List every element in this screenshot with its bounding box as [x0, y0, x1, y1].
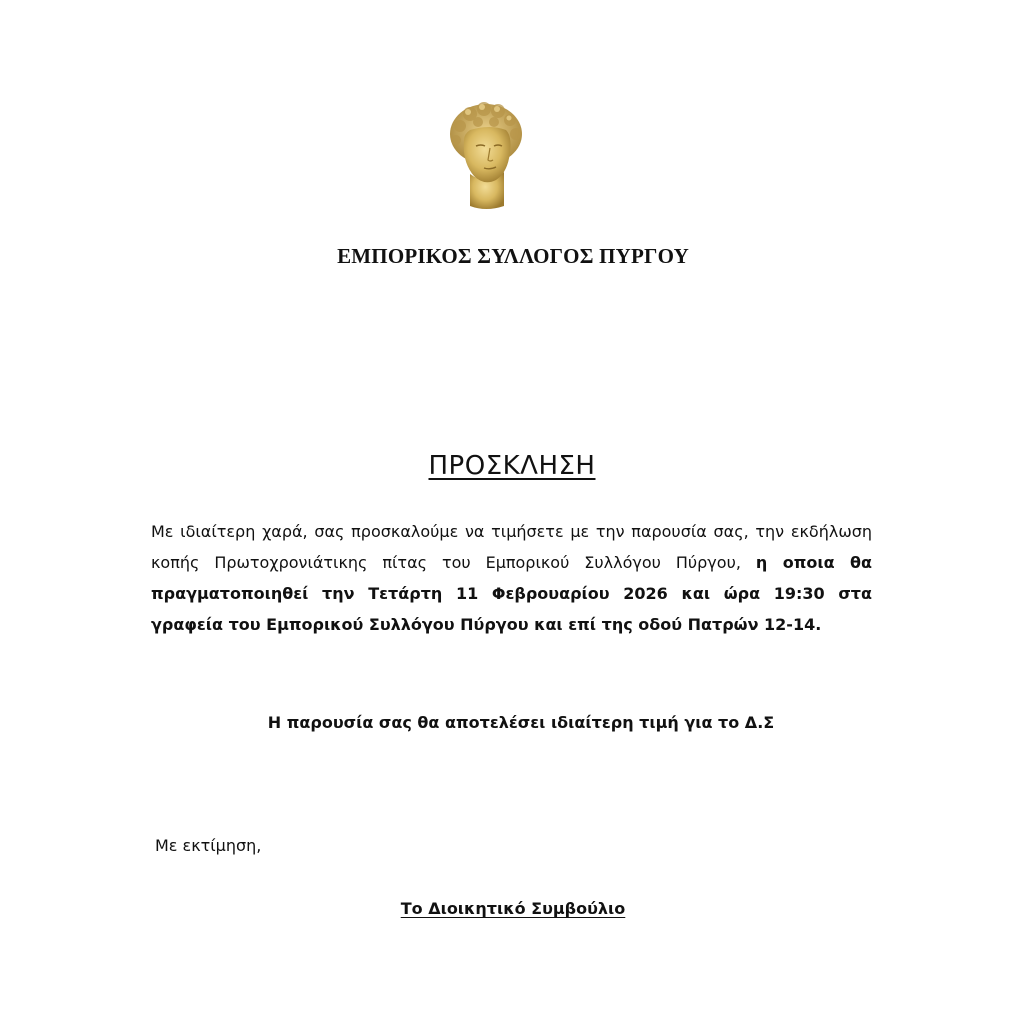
invitation-body [151, 516, 872, 640]
organization-name: ΕΜΠΟΡΙΚΟΣ ΣΥΛΛΟΓΟΣ ΠΥΡΓΟΥ [337, 244, 689, 268]
honor-line: Η παρουσία σας θα αποτελέσει ιδιαίτερη τιμή για το Δ.Σ [267, 713, 775, 732]
event-details: η οποια θα πραγματοποιηθεί την Τετάρτη 11 Φεβρουαρίου 2026 και ώρα 19:30 στα γραφεία του Εμπορικού Συλλόγου Πύργου και επί της οδού Πατρών 12-14. [151, 553, 872, 634]
hermes-bust-icon [440, 100, 532, 212]
page-title: ΠΡΟΣΚΛΗΣΗ [428, 451, 596, 481]
signature-board: Το Διοικητικό Συμβούλιο [400, 899, 626, 918]
invitation-intro: Με ιδιαίτερη χαρά, σας προσκαλούμε να τιμήσετε με την παρουσία σας, την εκδήλωση κοπής Πρωτοχρονιάτικης πίτας του Εμπορικού Συλλόγου Πύργου, [151, 522, 872, 572]
closing-regards: Με εκτίμηση, [155, 836, 262, 855]
